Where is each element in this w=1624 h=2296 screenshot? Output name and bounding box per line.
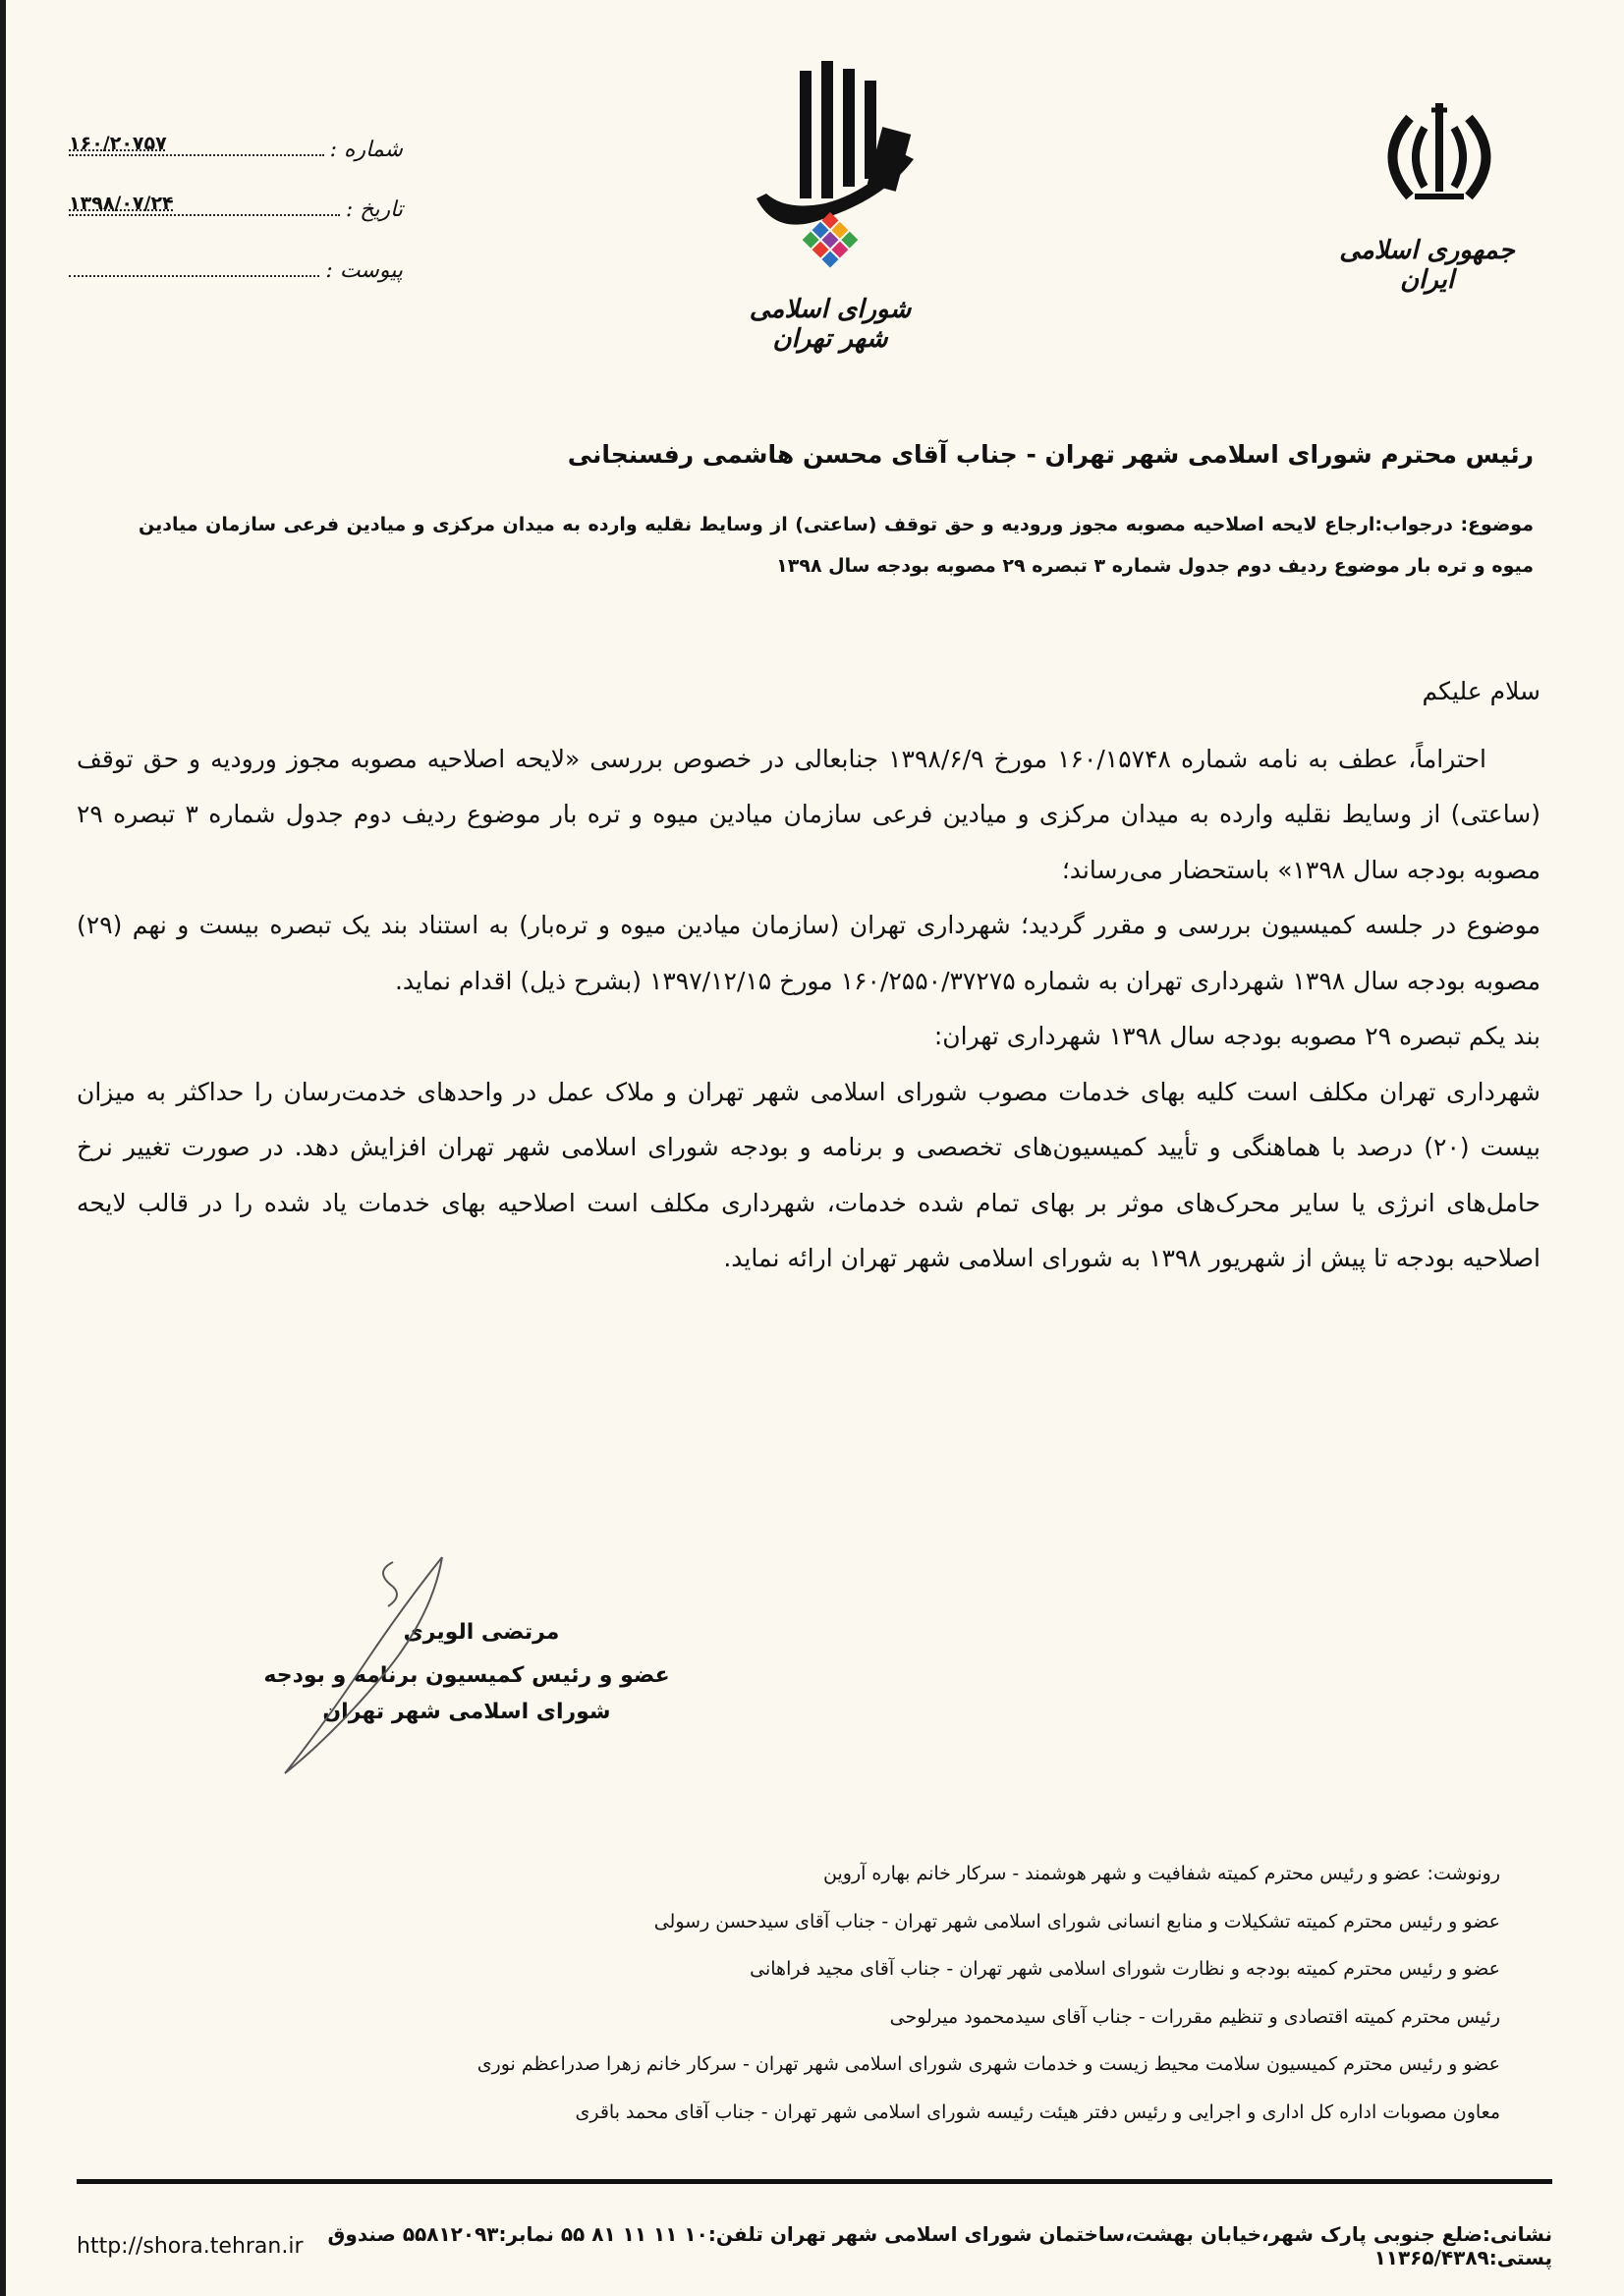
scan-edge xyxy=(0,0,6,2296)
cc-item: رئیس محترم کمیته اقتصادی و تنظیم مقررات - جناب آقای سیدمحمود میرلوحی xyxy=(889,2005,1500,2028)
letter-number-label: شماره : xyxy=(329,138,403,162)
cc-list xyxy=(272,1850,1500,2136)
letter-date-value: ۱۳۹۸/۰۷/۲۴ xyxy=(69,193,174,214)
council-logo-icon xyxy=(727,61,933,287)
letter-body xyxy=(77,664,1540,1287)
body-paragraph: موضوع در جلسه کمیسیون بررسی و مقرر گردید؛ شهرداری تهران (سازمان میادین میوه و تره‌بار) به استناد بند یک تبصره بیست و نهم (۲۹) مصوبه بودجه سال ۱۳۹۸ شهرداری تهران به شماره ۱۶۰/۲۵۵۰/۳۷۲۷۵ مورخ ۱۳۹۷/۱۲/۱۵ (بشرح ذیل) اقدام نماید. xyxy=(77,911,1540,995)
letter-number-value: ۱۶۰/۲۰۷۵۷ xyxy=(69,133,167,154)
letter-date-field xyxy=(69,183,403,222)
council-logo xyxy=(727,61,933,356)
body-paragraph: احتراماً، عطف به نامه شماره ۱۶۰/۱۵۷۴۸ مورخ ۱۳۹۸/۶/۹ جنابعالی در خصوص بررسی «لایحه اصلاحیه مصوبه مجوز ورودیه و حق توقف (ساعتی) از وسایط نقلیه وارده به میدان مرکزی و میادین فرعی سازمان میادین میوه و تره بار موضوع ردیف دوم جدول شماره ۳ تبصره ۲۹ مصوبه بودجه سال ۱۳۹۸» باستحضار می‌رساند؛ xyxy=(77,744,1541,884)
council-logo-text: شورای اسلامی شهر تهران xyxy=(749,295,912,354)
body-paragraph: بند یکم تبصره ۲۹ مصوبه بودجه سال ۱۳۹۸ شهرداری تهران: xyxy=(933,1022,1540,1050)
handwritten-signature-icon xyxy=(275,1552,452,1778)
addressee: رئیس محترم شورای اسلامی شهر تهران - جناب آقای محسن هاشمی رفسنجانی xyxy=(567,440,1534,469)
state-title: جمهوری اسلامی ایران xyxy=(1339,236,1515,295)
footer-address: نشانی:ضلع جنوبی پارک شهر،خیابان بهشت،ساختمان شورای اسلامی شهر تهران تلفن:۱۰ ۱۱ ۱۱ ۸۱ ۵۵ نمابر:۵۵۸۱۲۰۹۳ صندوق پستی:۱۱۳۶۵/۴۳۸۹ xyxy=(327,2222,1552,2269)
cc-item: رونوشت: عضو و رئیس محترم کمیته شفافیت و شهر هوشمند - سرکار خانم بهاره آروین xyxy=(823,1863,1500,1884)
signatory-name: مرتضی الویری xyxy=(403,1620,560,1645)
iran-emblem-icon xyxy=(1371,98,1508,211)
iran-emblem xyxy=(1371,98,1508,211)
signatory-title: عضو و رئیس کمیسیون برنامه و بودجه xyxy=(263,1663,670,1688)
body-paragraph: شهرداری تهران مکلف است کلیه بهای خدمات مصوب شورای اسلامی شهر تهران و ملاک عمل در واحدهای خدمت‌رسان را حداکثر به میزان بیست (۲۰) درصد با هماهنگی و تأیید کمیسیون‌های تخصصی و برنامه و بودجه شورای اسلامی شهر تهران افزایش دهد. در صورت تغییر نرخ حامل‌های انرژی یا سایر محرک‌های موثر بر بهای تمام شده خدمات، شهرداری مکلف است اصلاحیه بهای خدمات یاد شده را در قالب لایحه اصلاحیه بودجه تا پیش از شهریور ۱۳۹۸ به شورای اسلامی شهر تهران ارائه نماید. xyxy=(77,1077,1540,1272)
subject: موضوع: درجواب:ارجاع لایحه اصلاحیه مصوبه مجوز ورودیه و حق توقف (ساعتی) از وسایط نقلیه وارده به میدان مرکزی و میادین فرعی سازمان میادین میوه و تره بار موضوع ردیف دوم جدول شماره ۳ تبصره ۲۹ مصوبه بودجه سال ۱۳۹۸ xyxy=(139,514,1534,577)
signature-block xyxy=(236,1611,698,1727)
cc-item: معاون مصوبات اداره کل اداری و اجرایی و رئیس دفتر هیئت رئیسه شورای اسلامی شهر تهران - جناب آقای محمد باقری xyxy=(575,2100,1500,2123)
letter-date-label: تاریخ : xyxy=(345,197,403,222)
signatory-org: شورای اسلامی شهر تهران xyxy=(322,1700,611,1724)
footer xyxy=(77,2222,1552,2269)
footer-divider xyxy=(77,2179,1552,2184)
greeting: سلام علیکم xyxy=(1422,677,1540,705)
letter-number-field xyxy=(69,123,403,162)
attachment-label: پیوست : xyxy=(325,258,403,283)
cc-item: عضو و رئیس محترم کمیسیون سلامت محیط زیست و خدمات شهری شورای اسلامی شهر تهران - سرکار خانم زهرا صدراعظم نوری xyxy=(476,2053,1500,2075)
cc-item: عضو و رئیس محترم کمیته تشکیلات و منابع انسانی شورای اسلامی شهر تهران - جناب آقای سیدحسن رسولی xyxy=(653,1910,1500,1932)
cc-item: عضو و رئیس محترم کمیته بودجه و نظارت شورای اسلامی شهر تهران - جناب آقای مجید فراهانی xyxy=(750,1958,1500,1980)
website-link[interactable]: http://shora.tehran.ir xyxy=(77,2233,304,2259)
attachment-field xyxy=(69,244,403,283)
